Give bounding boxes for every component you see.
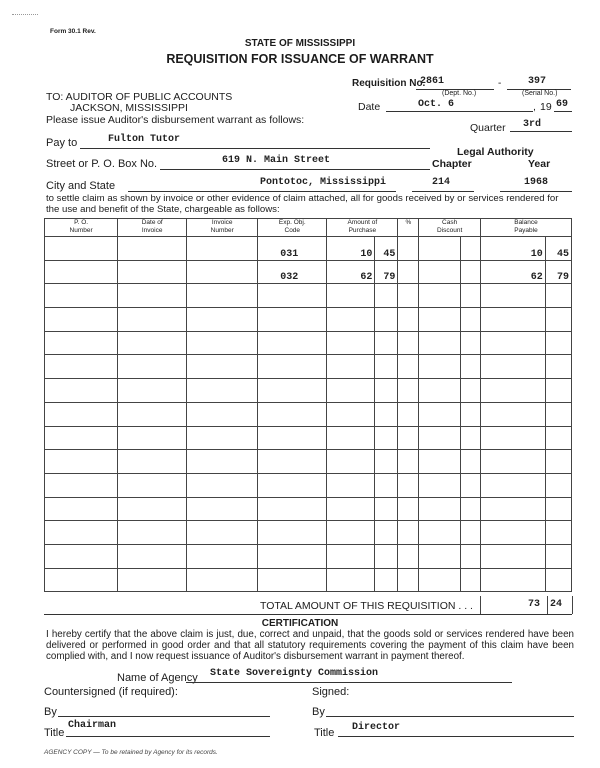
table-row bbox=[45, 426, 572, 450]
cell-exp-obj-code: 032 bbox=[258, 260, 327, 284]
form-title: REQUISITION FOR ISSUANCE OF WARRANT bbox=[166, 52, 434, 66]
cell-balance-dollars bbox=[480, 331, 545, 355]
cell-percent bbox=[398, 237, 419, 261]
cell-percent bbox=[398, 331, 419, 355]
cell-balance-dollars: 10 bbox=[480, 237, 545, 261]
cell-exp-obj-code bbox=[258, 284, 327, 308]
cell-amount-cents bbox=[375, 450, 398, 474]
cell-balance-dollars bbox=[480, 568, 545, 592]
cell-amount-dollars: 62 bbox=[327, 260, 375, 284]
claim-table bbox=[44, 218, 572, 596]
cell-discount-dollars bbox=[419, 450, 461, 474]
table-row bbox=[45, 497, 572, 521]
cell-amount-dollars bbox=[327, 426, 375, 450]
cell-balance-dollars bbox=[480, 473, 545, 497]
cell-balance-cents bbox=[545, 379, 571, 403]
cell-invoice-number bbox=[187, 402, 258, 426]
footer-note: AGENCY COPY — To be retained by Agency for its records. bbox=[44, 749, 218, 756]
city-line bbox=[128, 191, 396, 192]
agency-value: State Sovereignty Commission bbox=[210, 668, 379, 679]
cell-discount-cents bbox=[461, 568, 481, 592]
scan-mark bbox=[12, 14, 38, 19]
table-row bbox=[45, 402, 572, 426]
cell-amount-dollars bbox=[327, 568, 375, 592]
cell-percent bbox=[398, 284, 419, 308]
cell-discount-dollars bbox=[419, 379, 461, 403]
cell-discount-cents bbox=[461, 521, 481, 545]
cell-amount-cents bbox=[375, 379, 398, 403]
table-row bbox=[45, 379, 572, 403]
cell-balance-dollars bbox=[480, 426, 545, 450]
cell-amount-dollars bbox=[327, 402, 375, 426]
cell-balance-dollars bbox=[480, 284, 545, 308]
cell-percent bbox=[398, 260, 419, 284]
quarter-value: 3rd bbox=[523, 119, 542, 130]
cell-balance-cents bbox=[545, 426, 571, 450]
cell-discount-dollars bbox=[419, 497, 461, 521]
total-cents: 24 bbox=[550, 599, 563, 610]
cell-discount-cents bbox=[461, 355, 481, 379]
cell-date-of-invoice bbox=[118, 237, 187, 261]
cell-invoice-number bbox=[187, 260, 258, 284]
date-value: Oct. 6 bbox=[418, 99, 455, 110]
cell-discount-cents bbox=[461, 237, 481, 261]
legal-year-line bbox=[500, 191, 572, 192]
cell-discount-dollars bbox=[419, 426, 461, 450]
header-exp-obj-code: Exp. Obj. Code bbox=[258, 219, 327, 237]
cell-percent bbox=[398, 402, 419, 426]
cell-discount-dollars bbox=[419, 260, 461, 284]
cell-amount-cents bbox=[375, 544, 398, 568]
serial-number-value: 397 bbox=[528, 76, 547, 87]
cell-po-number bbox=[45, 426, 118, 450]
cell-percent bbox=[398, 544, 419, 568]
cell-discount-dollars bbox=[419, 473, 461, 497]
cell-amount-cents bbox=[375, 308, 398, 332]
cell-date-of-invoice bbox=[118, 426, 187, 450]
cell-balance-cents bbox=[545, 450, 571, 474]
cell-po-number bbox=[45, 237, 118, 261]
street-line bbox=[160, 169, 430, 170]
signed-label: Signed: bbox=[312, 686, 350, 698]
cell-balance-dollars bbox=[480, 497, 545, 521]
cell-balance-dollars bbox=[480, 450, 545, 474]
cell-amount-dollars: 10 bbox=[327, 237, 375, 261]
cell-invoice-number bbox=[187, 450, 258, 474]
cell-percent bbox=[398, 379, 419, 403]
cell-percent bbox=[398, 521, 419, 545]
cell-date-of-invoice bbox=[118, 284, 187, 308]
by-label-right: By bbox=[312, 706, 325, 718]
cell-exp-obj-code bbox=[258, 450, 327, 474]
title-line-right bbox=[338, 736, 574, 737]
cell-amount-dollars bbox=[327, 379, 375, 403]
cell-amount-cents bbox=[375, 473, 398, 497]
agency-line bbox=[186, 682, 512, 683]
cell-exp-obj-code bbox=[258, 544, 327, 568]
cell-invoice-number bbox=[187, 544, 258, 568]
chapter-value: 214 bbox=[432, 177, 451, 188]
cell-date-of-invoice bbox=[118, 402, 187, 426]
cell-date-of-invoice bbox=[118, 544, 187, 568]
header-date-of-invoice: Date of Invoice bbox=[118, 219, 187, 237]
legal-authority-heading: Legal Authority bbox=[457, 146, 534, 158]
quarter-label: Quarter bbox=[470, 122, 506, 134]
cell-date-of-invoice bbox=[118, 497, 187, 521]
cell-amount-dollars bbox=[327, 450, 375, 474]
pay-to-label: Pay to bbox=[46, 137, 78, 149]
cell-balance-dollars bbox=[480, 355, 545, 379]
cell-exp-obj-code bbox=[258, 426, 327, 450]
table-row bbox=[45, 331, 572, 355]
table-row bbox=[45, 568, 572, 592]
table-row bbox=[45, 260, 572, 284]
addressee-line2: JACKSON, MISSISSIPPI bbox=[70, 102, 188, 114]
cell-balance-cents: 45 bbox=[545, 237, 571, 261]
year-value: 1968 bbox=[524, 177, 549, 188]
cell-amount-cents bbox=[375, 331, 398, 355]
cell-po-number bbox=[45, 497, 118, 521]
table-header-row bbox=[45, 219, 572, 237]
header-invoice-number: Invoice Number bbox=[187, 219, 258, 237]
date-line bbox=[386, 111, 533, 112]
cell-date-of-invoice bbox=[118, 331, 187, 355]
cell-po-number bbox=[45, 544, 118, 568]
state-title: STATE OF MISSISSIPPI bbox=[244, 38, 356, 49]
cell-invoice-number bbox=[187, 426, 258, 450]
cell-percent bbox=[398, 568, 419, 592]
cell-discount-cents bbox=[461, 379, 481, 403]
cell-invoice-number bbox=[187, 379, 258, 403]
cell-balance-cents bbox=[545, 521, 571, 545]
cell-discount-dollars bbox=[419, 568, 461, 592]
cell-date-of-invoice bbox=[118, 355, 187, 379]
cell-invoice-number bbox=[187, 284, 258, 308]
date-label: Date bbox=[358, 101, 381, 113]
cell-amount-cents bbox=[375, 402, 398, 426]
cell-balance-cents bbox=[545, 284, 571, 308]
table-row bbox=[45, 284, 572, 308]
cell-exp-obj-code: 031 bbox=[258, 237, 327, 261]
total-row bbox=[44, 596, 572, 616]
pay-to-value: Fulton Tutor bbox=[108, 134, 181, 145]
by-label-left: By bbox=[44, 706, 57, 718]
table-row bbox=[45, 473, 572, 497]
header-balance-payable: Balance Payable bbox=[480, 219, 571, 237]
table-row bbox=[45, 237, 572, 261]
dept-number-value: 2861 bbox=[420, 76, 445, 87]
cell-date-of-invoice bbox=[118, 521, 187, 545]
cell-discount-cents bbox=[461, 331, 481, 355]
cell-po-number bbox=[45, 260, 118, 284]
cell-exp-obj-code bbox=[258, 379, 327, 403]
chapter-line bbox=[412, 191, 474, 192]
cell-amount-dollars bbox=[327, 308, 375, 332]
street-value: 619 N. Main Street bbox=[222, 155, 331, 166]
cell-amount-cents: 45 bbox=[375, 237, 398, 261]
cell-exp-obj-code bbox=[258, 568, 327, 592]
cell-balance-cents bbox=[545, 308, 571, 332]
cell-percent bbox=[398, 355, 419, 379]
cell-invoice-number bbox=[187, 331, 258, 355]
cell-balance-cents: 79 bbox=[545, 260, 571, 284]
cell-amount-cents bbox=[375, 426, 398, 450]
cell-balance-dollars bbox=[480, 521, 545, 545]
requisition-dash: - bbox=[498, 78, 502, 89]
cell-percent bbox=[398, 497, 419, 521]
cell-po-number bbox=[45, 308, 118, 332]
cell-invoice-number bbox=[187, 521, 258, 545]
header-po-number: P. O. Number bbox=[45, 219, 118, 237]
certification-text: I hereby certify that the above claim is just, due, correct and unpaid, that the goods sold or services rendered have been delivered or performed in good order and that all statutory requirements covering the payment of this claim have been complied with, and I now request issuance of Auditor's disbursement warrant in payment thereof. bbox=[46, 629, 574, 662]
cell-balance-cents bbox=[545, 568, 571, 592]
cell-discount-dollars bbox=[419, 331, 461, 355]
city-label: City and State bbox=[46, 180, 116, 192]
cell-date-of-invoice bbox=[118, 568, 187, 592]
total-label: TOTAL AMOUNT OF THIS REQUISITION . . . bbox=[260, 600, 473, 612]
cell-invoice-number bbox=[187, 497, 258, 521]
total-underline bbox=[44, 614, 572, 615]
cell-invoice-number bbox=[187, 308, 258, 332]
year-prefix: 19 bbox=[540, 101, 552, 113]
table-row bbox=[45, 450, 572, 474]
cell-po-number bbox=[45, 284, 118, 308]
cell-discount-dollars bbox=[419, 284, 461, 308]
cell-balance-cents bbox=[545, 355, 571, 379]
cell-percent bbox=[398, 473, 419, 497]
cell-percent bbox=[398, 308, 419, 332]
header-cash-discount: Cash Discount bbox=[419, 219, 481, 237]
cell-balance-cents bbox=[545, 544, 571, 568]
cell-amount-cents: 79 bbox=[375, 260, 398, 284]
cell-percent bbox=[398, 450, 419, 474]
cell-amount-dollars bbox=[327, 497, 375, 521]
cell-amount-dollars bbox=[327, 331, 375, 355]
addressee-line1: TO: AUDITOR OF PUBLIC ACCOUNTS bbox=[46, 91, 233, 103]
cell-balance-cents bbox=[545, 331, 571, 355]
cell-balance-dollars bbox=[480, 379, 545, 403]
cell-amount-dollars bbox=[327, 521, 375, 545]
cell-balance-cents bbox=[545, 497, 571, 521]
cell-discount-cents bbox=[461, 284, 481, 308]
cell-discount-dollars bbox=[419, 308, 461, 332]
cell-discount-cents bbox=[461, 260, 481, 284]
cell-exp-obj-code bbox=[258, 308, 327, 332]
cell-po-number bbox=[45, 379, 118, 403]
cell-discount-dollars bbox=[419, 521, 461, 545]
cell-amount-cents bbox=[375, 497, 398, 521]
header-amount-of-purchase: Amount of Purchase bbox=[327, 219, 398, 237]
cell-discount-cents bbox=[461, 308, 481, 332]
instruction-text: Please issue Auditor's disbursement warrant as follows: bbox=[46, 114, 305, 126]
table-row bbox=[45, 355, 572, 379]
requisition-label: Requisition No. bbox=[352, 78, 426, 89]
cell-amount-cents bbox=[375, 568, 398, 592]
cell-discount-dollars bbox=[419, 355, 461, 379]
title-line-left bbox=[66, 736, 270, 737]
cell-discount-dollars bbox=[419, 544, 461, 568]
cell-exp-obj-code bbox=[258, 331, 327, 355]
cell-discount-cents bbox=[461, 426, 481, 450]
cell-amount-cents bbox=[375, 284, 398, 308]
cell-exp-obj-code bbox=[258, 473, 327, 497]
cell-balance-dollars: 62 bbox=[480, 260, 545, 284]
date-comma: , bbox=[533, 101, 536, 113]
title-label-right: Title bbox=[314, 727, 335, 739]
cell-invoice-number bbox=[187, 355, 258, 379]
title-value-right: Director bbox=[352, 722, 401, 733]
cell-amount-dollars bbox=[327, 355, 375, 379]
cell-amount-dollars bbox=[327, 284, 375, 308]
cell-discount-dollars bbox=[419, 402, 461, 426]
header-percent: % bbox=[398, 219, 419, 237]
cell-po-number bbox=[45, 402, 118, 426]
cell-po-number bbox=[45, 450, 118, 474]
certification-heading: CERTIFICATION bbox=[261, 618, 339, 629]
cell-invoice-number bbox=[187, 237, 258, 261]
cell-discount-cents bbox=[461, 544, 481, 568]
by-line-right bbox=[326, 716, 574, 717]
by-line-left bbox=[58, 716, 270, 717]
cell-exp-obj-code bbox=[258, 497, 327, 521]
cell-date-of-invoice bbox=[118, 260, 187, 284]
cell-amount-dollars bbox=[327, 473, 375, 497]
cell-date-of-invoice bbox=[118, 450, 187, 474]
cell-po-number bbox=[45, 568, 118, 592]
quarter-line bbox=[510, 131, 572, 132]
cell-exp-obj-code bbox=[258, 402, 327, 426]
table-row bbox=[45, 521, 572, 545]
cell-balance-dollars bbox=[480, 544, 545, 568]
cell-discount-cents bbox=[461, 473, 481, 497]
cell-exp-obj-code bbox=[258, 521, 327, 545]
cell-amount-dollars bbox=[327, 544, 375, 568]
agency-label: Name of Agency bbox=[117, 672, 198, 684]
cell-discount-cents bbox=[461, 450, 481, 474]
cell-exp-obj-code bbox=[258, 355, 327, 379]
cell-invoice-number bbox=[187, 568, 258, 592]
pay-to-line bbox=[80, 148, 430, 149]
cell-balance-cents bbox=[545, 473, 571, 497]
cell-amount-cents bbox=[375, 355, 398, 379]
year-line bbox=[554, 111, 572, 112]
street-label: Street or P. O. Box No. bbox=[46, 158, 158, 170]
serial-no-caption: (Serial No.) bbox=[522, 90, 558, 97]
title-value-left: Chairman bbox=[68, 720, 117, 731]
chapter-label: Chapter bbox=[432, 158, 472, 170]
cell-invoice-number bbox=[187, 473, 258, 497]
cell-balance-dollars bbox=[480, 308, 545, 332]
city-value: Pontotoc, Mississippi bbox=[260, 177, 387, 188]
cell-po-number bbox=[45, 331, 118, 355]
cell-balance-cents bbox=[545, 402, 571, 426]
dept-no-caption: (Dept. No.) bbox=[442, 90, 477, 97]
table-row bbox=[45, 308, 572, 332]
total-dollars: 73 bbox=[528, 599, 541, 610]
cell-date-of-invoice bbox=[118, 473, 187, 497]
countersigned-label: Countersigned (if required): bbox=[44, 686, 178, 698]
cell-balance-dollars bbox=[480, 402, 545, 426]
table-row bbox=[45, 544, 572, 568]
cell-po-number bbox=[45, 355, 118, 379]
cell-date-of-invoice bbox=[118, 308, 187, 332]
cell-po-number bbox=[45, 521, 118, 545]
settle-text: to settle claim as shown by invoice or other evidence of claim attached, all for goods received by or services rendered for the use and benefit of the State, chargeable as follows: bbox=[46, 193, 559, 215]
year-label: Year bbox=[528, 158, 551, 170]
year-suffix: 69 bbox=[556, 99, 569, 110]
form-number: Form 30.1 Rev. bbox=[50, 28, 96, 35]
cell-discount-cents bbox=[461, 497, 481, 521]
cell-amount-cents bbox=[375, 521, 398, 545]
cell-po-number bbox=[45, 473, 118, 497]
cell-date-of-invoice bbox=[118, 379, 187, 403]
cell-percent bbox=[398, 426, 419, 450]
cell-discount-dollars bbox=[419, 237, 461, 261]
title-label-left: Title bbox=[44, 727, 65, 739]
cell-discount-cents bbox=[461, 402, 481, 426]
